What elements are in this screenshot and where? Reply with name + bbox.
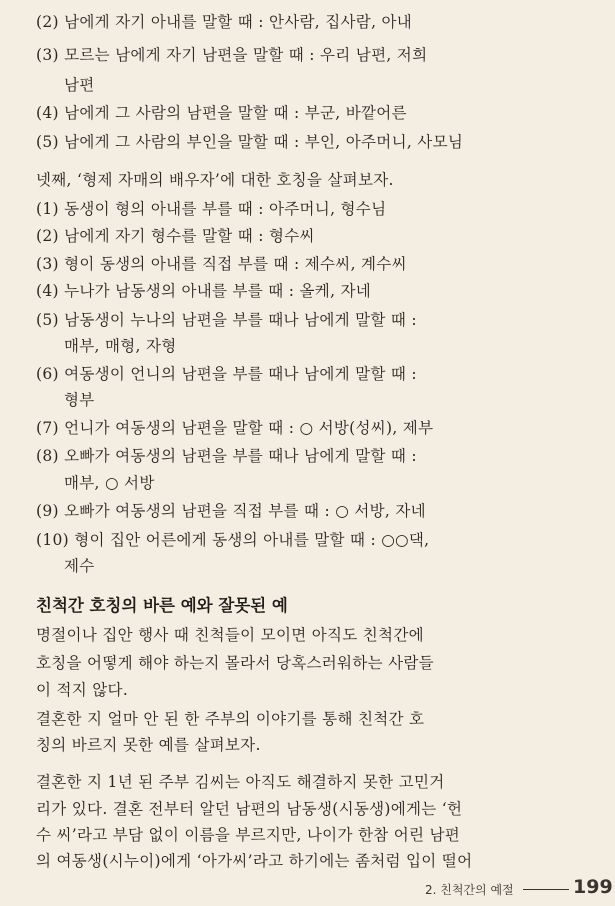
text-line: 리가 있다. 결혼 전부터 알던 남편의 남동생(시동생)에게는 ‘헌 [36,800,463,818]
text-line: (8) 오빠가 여동생의 남편을 부를 때나 남에게 말할 때 : [36,447,417,465]
text-line: (4) 누나가 남동생의 아내를 부를 때 : 올케, 자네 [36,282,372,300]
text-line: (4) 남에게 그 사람의 남편을 말할 때 : 부군, 바깥어른 [36,104,407,122]
text-line: 칭의 바르지 못한 예를 살펴보자. [36,736,261,754]
chapter-title: 2. 친척간의 예절 [425,883,514,897]
text-line: 수 씨’라고 부담 없이 이름을 부르지만, 나이가 한참 어린 남편 [36,826,461,844]
page-footer [425,876,613,900]
text-line: (2) 남에게 자기 아내를 말할 때 : 안사람, 집사람, 아내 [36,13,413,31]
text-line: (7) 언니가 여동생의 남편을 말할 때 : ○ 서방(성씨), 제부 [36,419,434,437]
text-line: (3) 모르는 남에게 자기 남편을 말할 때 : 우리 남편, 저희 [36,46,428,64]
text-line: (1) 동생이 형의 아내를 부를 때 : 아주머니, 형수님 [36,200,387,218]
footer-divider [523,889,569,890]
text-line: 매부, 매형, 자형 [64,337,177,355]
text-line: 제수 [64,557,95,575]
text-line: (5) 남에게 그 사람의 부인을 말할 때 : 부인, 아주머니, 사모님 [36,133,464,151]
page-number: 199 [573,876,613,898]
text-line: 남편 [64,76,95,94]
text-line: (5) 남동생이 누나의 남편을 부를 때나 남에게 말할 때 : [36,311,417,329]
text-line: (3) 형이 동생의 아내를 직접 부를 때 : 제수씨, 계수씨 [36,255,407,273]
text-line: 결혼한 지 1년 된 주부 김씨는 아직도 해결하지 못한 고민거 [36,773,445,791]
section-heading: 친척간 호칭의 바른 예와 잘못된 예 [36,596,288,615]
text-line: (10) 형이 집안 어른에게 동생의 아내를 말할 때 : ○○댁, [36,531,430,549]
text-line: 명절이나 집안 행사 때 친척들이 모이면 아직도 친척간에 [36,626,424,644]
text-line: (2) 남에게 자기 형수를 말할 때 : 형수씨 [36,227,315,245]
text-line: (9) 오빠가 여동생의 남편을 직접 부를 때 : ○ 서방, 자네 [36,502,426,520]
text-line: 이 적지 않다. [36,681,129,699]
text-line: 넷째, ‘형제 자매의 배우자’에 대한 호칭을 살펴보자. [36,171,394,189]
text-line: 의 여동생(시누이)에게 ‘아가씨’라고 하기에는 좀처럼 입이 떨어 [36,852,473,870]
text-line: 결혼한 지 얼마 안 된 한 주부의 이야기를 통해 친척간 호 [36,710,425,728]
text-line: 매부, ○ 서방 [64,474,155,492]
text-line: 형부 [64,391,95,409]
text-line: (6) 여동생이 언니의 남편을 부를 때나 남에게 말할 때 : [36,365,417,383]
text-line: 호칭을 어떻게 해야 하는지 몰라서 당혹스러워하는 사람들 [36,654,434,672]
